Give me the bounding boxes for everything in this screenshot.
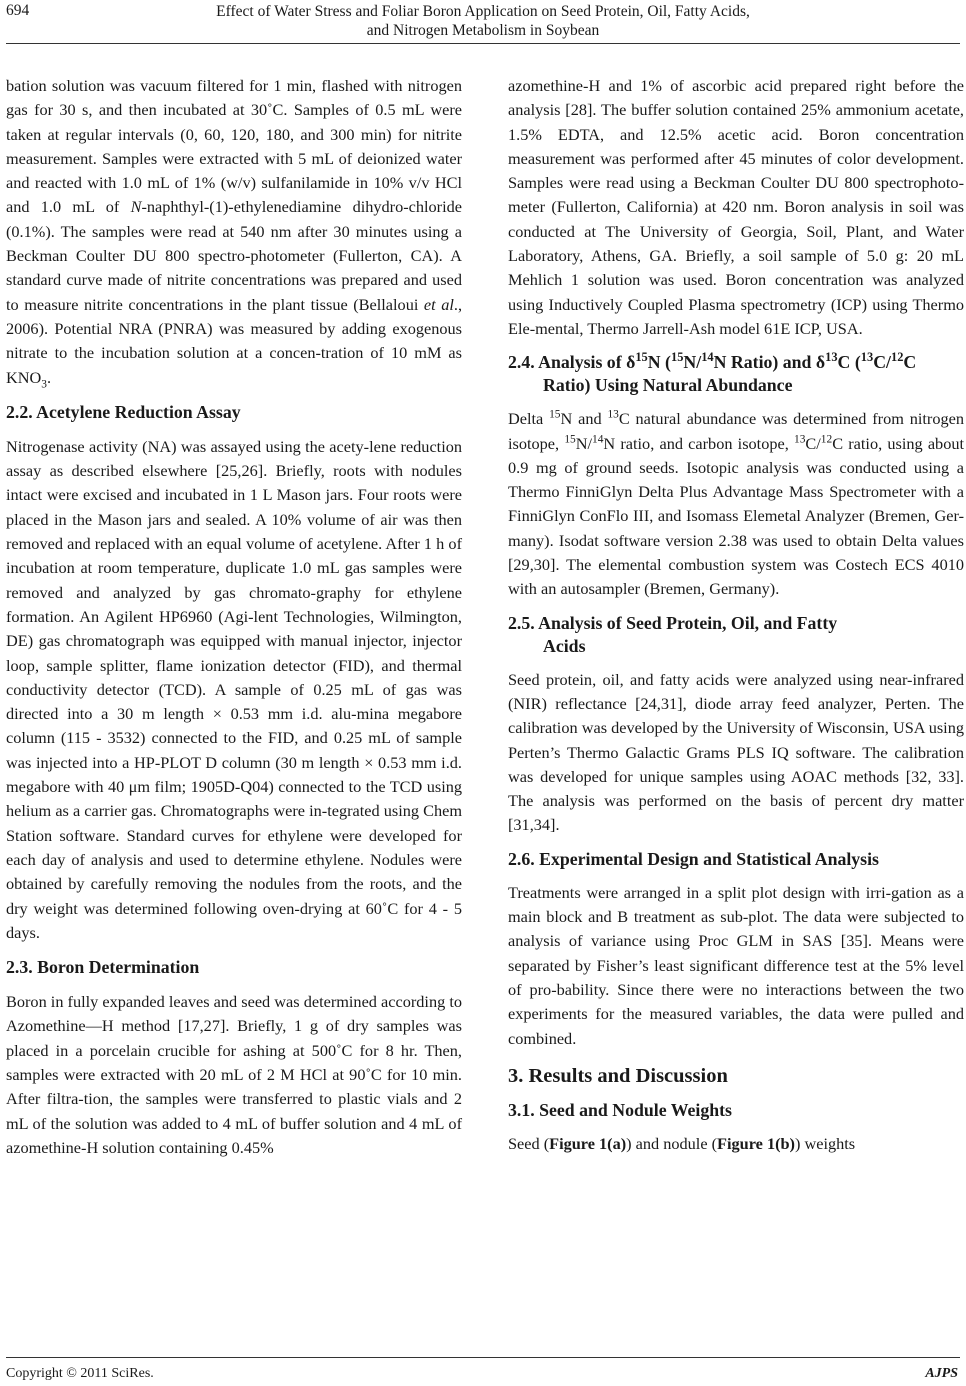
header-rule: [6, 43, 960, 44]
section-heading-3: 3. Results and Discussion: [508, 1064, 728, 1087]
running-title-line1: Effect of Water Stress and Foliar Boron Application on Seed Protein, Oil, Fatty Acids,: [216, 3, 750, 20]
running-title: [0, 2, 966, 40]
paragraph-weights: Seed (Figure 1(a)) and nodule (Figure 1(b)) weights: [508, 1133, 856, 1153]
paragraph-isotope: Delta $^{15}$N and $^{13}$C natural abundance was determined from nitrogen isotope, $^{15}$N/$^{14}$N ratio, and carbon isotope, $^{13}$C/$^{12}$C ratio, using about 0.9 mg of ground seeds. Isotopic analysis was conducted using a Thermo FinniGlyn Delta Plus Advantage Mass Spectrometer with a FinniGlyn ConFlo III, and Isomass Elemetal Analyzer (Bremen, Ger-many). Isodat software version 2.38 was used to obtain Delta values [29,30]. The elemental combustion system was Costech ECS 4010 with an autosampler (Bremen, Germany).: [508, 408, 965, 599]
section-heading-2-6: 2.6. Experimental Design and Statistical Analysis: [508, 848, 879, 869]
paragraph-azomethine: azomethine-H and 1% of ascorbic acid prepared right before the analysis [28]. The buffer solution contained 25% ammonium acetate, 1.5% EDTA, and 12.5% acetic acid. Boron concentration measurement was performed after 45 minutes of color development. Samples were read using a Beckman Coulter DU 800 spectrophoto-meter (Fullerton, California) at 420 nm. Boron analysis in soil was conducted at The University of Georgia, Soil, Plant, and Water Laboratory, Athens, GA. Briefly, a soil sample of 5.0 g: 20 mL Mehlich 1 solution was used. Boron concentration was analyzed using Inductively Coupled Plasma spectrometry (ICP) using Thermo Ele-mental, Thermo Jarrell-Ash model 61E ICP, USA.: [508, 76, 964, 338]
right-column: [508, 74, 964, 1156]
section-heading-2-4: 2.4. Analysis of $\delta^{15}N$ ($^{15}$N/$^{14}$N Ratio) and $\delta^{13}C$ ($^{13}$C/$^{12}$C Ratio) Using Natural Abundance: [508, 350, 917, 396]
journal-abbrev: AJPS: [925, 1366, 958, 1381]
figure-ref-1a: Figure 1(a): [549, 1133, 627, 1153]
section-heading-3-1: 3.1. Seed and Nodule Weights: [508, 1099, 732, 1120]
figure-ref-1b: Figure 1(b): [717, 1133, 795, 1153]
footer-rule: [6, 1357, 960, 1358]
paragraph-boron: Boron in fully expanded leaves and seed was determined according to Azomethine—H method [17,27]. Briefly, 1 g of dry samples was placed in a porcelain crucible for ashing at 500˚C for 8 hr. Then, samples were extracted with 20 mL of 2 M HCl at 90˚C for 10 min. After filtra-tion, the samples were transferred to plastic vials and 2 mL of the solution was added to 4 mL of buffer solution and 4 mL of azomethine-H solution containing 0.45%: [6, 992, 462, 1157]
page-number: 694: [6, 2, 30, 19]
paragraph-nitrite: bation solution was vacuum filtered for 1 min, flashed with nitrogen gas for 30 s, and then incubated at 30˚C. Samples of 0.5 mL were taken at regular intervals (0, 60, 120, 180, and 300 min) for nitrite measurement. Samples were extracted with 5 mL of deionized water and reacted with 1.0 mL of 1% (w/v) sulfanilamide in 10% v/v HCl and 1.0 mL of N-naphthyl-(1)-ethylenediamine dihydro-chloride (0.1%). The samples were read at 540 nm after 30 minutes using a Beckman Coulter DU 800 spectro-photometer (Fullerton, CA). A standard curve made of nitrite concentrations was prepared and used to measure nitrite concentrations in the plant tissue (Bellaloui et al., 2006). Potential NRA (PNRA) was measured by adding exogenous nitrate to the incubation solution at a concen-tration of 10 mM as $KNO_3$.: [6, 76, 463, 390]
section-heading-2-5: 2.5. Analysis of Seed Protein, Oil, and Fatty Acids: [508, 612, 838, 656]
running-title-line2: and Nitrogen Metabolism in Soybean: [366, 22, 600, 39]
section-heading-2-2: 2.2. Acetylene Reduction Assay: [6, 401, 241, 422]
paragraph-design: Treatments were arranged in a split plot design with irri-gation as a main block and B treatment as sub-plot. The data were subjected to analysis of variance using Proc GLM in SAS [35]. Means were separated by Fisher’s least significant difference test at the 5% level of pro-bability. Since there were no interactions between the two experiments for the measured variables, the data were pulled and combined.: [508, 882, 964, 1048]
paragraph-acetylene: Nitrogenase activity (NA) was assayed using the acety-lene reduction assay as described elsewhere [25,26]. Briefly, roots with nodules intact were excised and incubated in 1 L Mason jars. Four roots were placed in the Mason jars and sealed. A 10% volume of air was then removed and replaced with an equal volume of acetylene. After 1 h of incubation at room temperature, duplicate 1.0 mL gas samples were removed and analyzed by gas chromato-graphy for ethylene formation. An Agilent HP6960 (Agi-lent Technologies, Wilmington, DE) gas chromatograph was equipped with manual injector, injector loop, sample splitter, flame ionization detector (FID), and thermal conductivity detector (TCD). A sample of 0.25 mL of gas was directed into a 30 m length × 0.53 mm i.d. alu-mina megabore column (115 - 3532) connected to the FID, and 0.25 mL of sample was injected into a HP-PLOT D column (30 m length × 0.53 mm i.d. megabore with 40 μm film; 1905D-Q04) connected to the TCD using helium as a carrier gas. Chromatographs were in-tegrated using Chem Station software. Standard curves for ethylene were developed for each day of analysis and used to determine ethylene. Nodules were obtained by carefully removing the nodules from the roots, and the dry weight was determined following oven-drying at 60˚C for 4 - 5 days.: [6, 436, 462, 942]
section-heading-2-3: 2.3. Boron Determination: [6, 957, 200, 978]
copyright: Copyright © 2011 SciRes.: [6, 1366, 154, 1381]
left-column: [6, 74, 462, 1160]
paragraph-nir: Seed protein, oil, and fatty acids were analyzed using near-infrared (NIR) reflectance [24,31], diode array feed analyzer, Perten. The calibration was developed by the University of Wisconsin, USA using Perten’s Thermo Galactic Grams PLS IQ software. The calibration was developed for unique samples using AOAC methods [32, 33]. The analysis was performed on the basis of percent dry matter [31,34].: [508, 669, 964, 835]
